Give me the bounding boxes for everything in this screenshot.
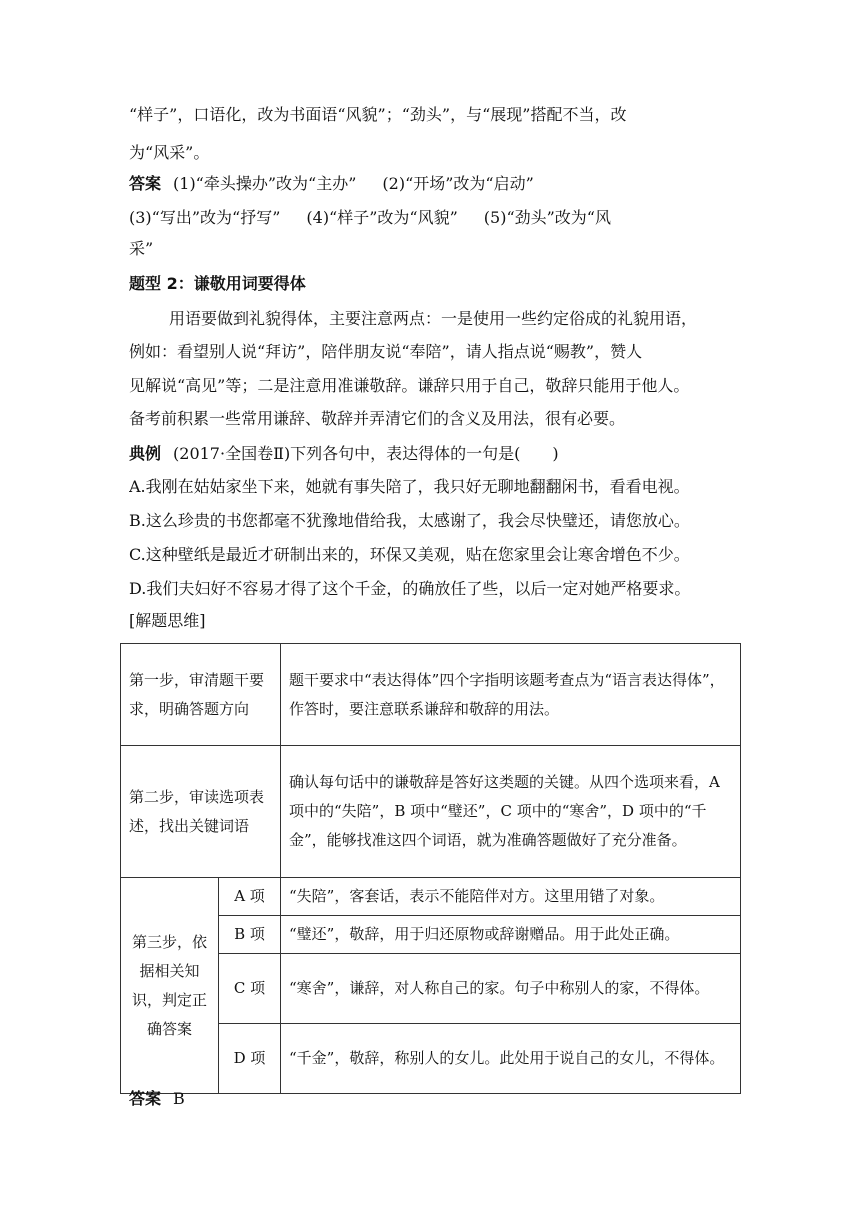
answer-part-4: (4)“样子”改为“风貌” [306,208,458,227]
intro-line-2: 为“风采”。 [129,143,210,162]
table-row [121,746,741,878]
answer-label: 答案 [129,174,162,193]
paragraph-line-3: 见解说“高见”等；二是注意用准谦敬辞。谦辞只用于自己，敬辞只能用于他人。 [129,376,690,395]
thinking-title: [解题思维] [129,611,206,630]
option-c-label: C 项 [219,954,281,1024]
example-option-b: B.这么珍贵的书您都毫不犹豫地借给我，太感谢了，我会尽快璧还，请您放心。 [129,511,690,530]
option-d-label: D 项 [219,1024,281,1094]
answer-part-3: (3)“写出”改为“抒写” [129,208,281,227]
answer-part-1: (1)“牵头操办”改为“主办” [173,174,357,193]
answer-2-value: B [173,1089,185,1108]
answer-part-5-continued: 采” [129,239,154,258]
example-option-d: D.我们夫妇好不容易才得了这个千金，的确放任了些，以后一定对她严格要求。 [129,579,691,598]
example-option-a: A.我刚在姑姑家坐下来，她就有事失陪了，我只好无聊地翻翻闲书，看看电视。 [129,477,690,496]
step-1-text: 题干要求中“表达得体”四个字指明该题考查点为“语言表达得体”，作答时，要注意联系谦辞和敬辞的用法。 [281,644,741,746]
answer-2-line [129,1088,739,1110]
answer-1-line-2 [129,207,739,229]
table-row [121,878,741,916]
section-heading: 题型 2：谦敬用词要得体 [129,274,306,293]
option-a-label: A 项 [219,878,281,916]
example-option-c: C.这种壁纸是最近才研制出来的，环保又美观，贴在您家里会让寒舍增色不少。 [129,545,690,564]
example-label: 典例 [129,444,162,463]
step-2-text: 确认每句话中的谦敬辞是答好这类题的关键。从四个选项来看，A 项中的“失陪”，B 项中“璧还”，C 项中的“寒舍”，D 项中的“千金”，能够找准这四个词语，就为准确答题做好了充分准备。 [281,746,741,878]
example-stem: (2017·全国卷Ⅱ)下列各句中，表达得体的一句是( ) [173,444,559,463]
step-1-label: 第一步，审清题干要求，明确答题方向 [121,644,281,746]
step-2-label: 第二步，审读选项表述，找出关键词语 [121,746,281,878]
option-d-analysis: “千金”，敬辞，称别人的女儿。此处用于说自己的女儿，不得体。 [281,1024,741,1094]
thinking-table [120,643,741,1094]
answer-part-5: (5)“劲头”改为“风 [483,208,611,227]
step-3-label: 第三步，依据相关知识，判定正确答案 [121,878,219,1094]
option-b-analysis: “璧还”，敬辞，用于归还原物或辞谢赠品。用于此处正确。 [281,916,741,954]
answer-1-line-1 [129,173,739,195]
option-b-label: B 项 [219,916,281,954]
answer-2-label: 答案 [129,1089,162,1108]
paragraph-line-4: 备考前积累一些常用谦辞、敬辞并弄清它们的含义及用法，很有必要。 [129,409,626,428]
example-stem-line [129,443,739,465]
answer-part-2: (2)“开场”改为“启动” [382,174,534,193]
option-a-analysis: “失陪”，客套话，表示不能陪伴对方。这里用错了对象。 [281,878,741,916]
table-row [121,644,741,746]
paragraph-line-2: 例如：看望别人说“拜访”，陪伴朋友说“奉陪”，请人指点说“赐教”，赞人 [129,342,643,361]
option-c-analysis: “寒舍”，谦辞，对人称自己的家。句子中称别人的家，不得体。 [281,954,741,1024]
paragraph-line-1: 用语要做到礼貌得体，主要注意两点：一是使用一些约定俗成的礼貌用语， [169,309,698,328]
intro-line-1: “样子”，口语化，改为书面语“风貌”；“劲头”，与“展现”搭配不当，改 [129,105,627,124]
